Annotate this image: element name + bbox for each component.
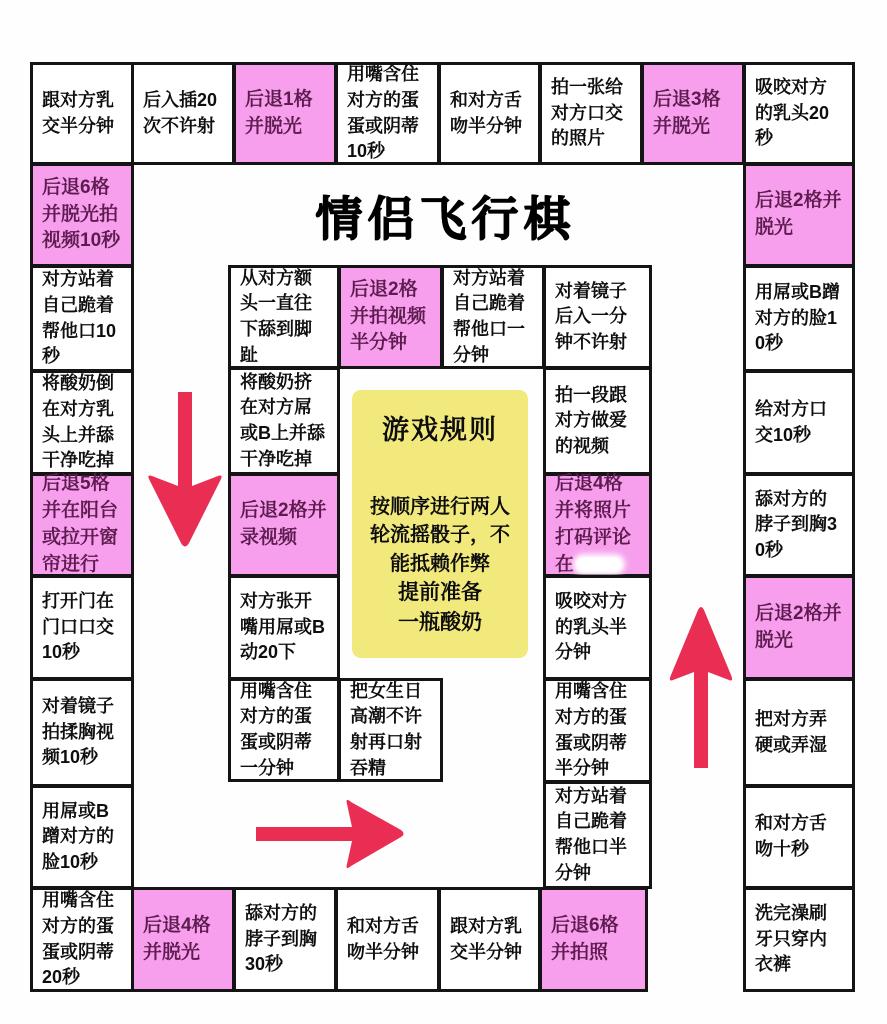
- cell-label: 后退3格并脱光: [653, 88, 721, 137]
- cell-label: 用嘴含住对方的蛋蛋或阴蒂半分钟: [555, 681, 627, 779]
- cell-text: [134, 909, 232, 971]
- cell-label: 后退1格并脱光: [245, 88, 313, 137]
- cell-label: 后入插20次不许射: [143, 89, 218, 136]
- board-cell-b2: [233, 887, 337, 992]
- cell-text: [236, 897, 334, 982]
- arrow-right-icon: [254, 796, 406, 872]
- rules-note: 提前准备一瓶酸奶: [398, 581, 482, 634]
- board-cell-l2: [30, 265, 134, 372]
- board-cell-t3: [233, 62, 337, 165]
- cell-text: [644, 83, 742, 145]
- cell-label: 用嘴含住对方的蛋蛋或阴蒂10秒: [347, 64, 419, 162]
- cell-label: 给对方口交10秒: [755, 398, 827, 445]
- cell-label: 和对方舌吻十秒: [755, 813, 827, 859]
- cell-text: [546, 585, 649, 670]
- cell-label: 和对方舌吻半分钟: [450, 89, 522, 136]
- cell-text: [444, 262, 542, 372]
- cell-label: 后退6格并脱光拍视频10秒: [42, 176, 121, 252]
- cell-text: [746, 184, 852, 246]
- cell-text: [33, 263, 131, 373]
- board-cell-t8: [743, 62, 855, 165]
- cell-label: 跟对方乳交半分钟: [42, 89, 114, 136]
- cell-label: 对方站着自己跪着帮他口10秒: [42, 269, 117, 367]
- cell-text: [746, 393, 852, 452]
- board-cell-r4: [743, 473, 855, 577]
- cell-label: 洗完澡刷牙只穿内衣裤: [755, 903, 827, 975]
- cell-text: [338, 910, 437, 969]
- cell-text: [546, 675, 649, 785]
- cell-label: 将酸奶倒在对方乳头上并舔干净吃掉: [42, 373, 114, 471]
- board-cell-ir4: [543, 678, 652, 783]
- cell-text: [33, 690, 131, 775]
- cell-label: 对方站着自己跪着帮他口一分钟: [453, 267, 525, 365]
- cell-label: 对着镜子拍揉胸视频10秒: [42, 696, 114, 768]
- board-cell-b1: [131, 887, 235, 992]
- cell-label: 用嘴含住对方的蛋蛋或阴蒂20秒: [42, 890, 114, 988]
- cell-text: [33, 585, 131, 670]
- board-cell-ir3: [543, 575, 652, 680]
- board-cell-br: [743, 887, 855, 992]
- board-cell-it4: [543, 265, 652, 369]
- board-cell-il4: [228, 678, 340, 782]
- cell-text: [746, 276, 852, 361]
- cell-text: [33, 84, 131, 143]
- board-cell-t2: [131, 62, 235, 165]
- cell-label: 用屌或B蹭对方的脸10秒: [755, 282, 840, 354]
- cell-text: [746, 703, 852, 762]
- cell-label: 后退5格并在阳台或拉开窗帘进行: [42, 473, 119, 575]
- cell-label: 打开门在门口口交10秒: [42, 591, 114, 663]
- board-cell-b5: [539, 887, 648, 992]
- cell-text: [441, 910, 538, 969]
- board-cell-l6: [30, 678, 134, 787]
- cell-text: [231, 262, 337, 372]
- cell-text: [341, 675, 440, 785]
- cell-label: 拍一张给对方口交的照片: [551, 77, 623, 149]
- board-cell-l1: [30, 163, 134, 267]
- cell-label: 对方张开嘴用屌或B动20下: [240, 591, 325, 663]
- cell-label: 后退2格并脱光: [755, 602, 842, 651]
- board-cell-t6: [539, 62, 643, 165]
- board-cell-b4: [438, 887, 541, 992]
- board-cell-it3: [441, 265, 545, 369]
- cell-text: [746, 71, 852, 156]
- cell-label: 对着镜子后入一分钟不许射: [555, 280, 627, 352]
- cell-label: 舔对方的脖子到胸30秒: [245, 903, 317, 975]
- board-cell-t1: [30, 62, 134, 165]
- board-cell-r2: [743, 265, 855, 372]
- cell-text: [33, 795, 131, 880]
- board-cell-it2: [338, 265, 443, 369]
- board-cell-it1: [228, 265, 340, 369]
- cell-label: 从对方额头一直往下舔到脚趾: [240, 267, 312, 365]
- cell-text: [746, 483, 852, 568]
- board-cell-r7: [743, 785, 855, 889]
- board-cell-r5: [743, 575, 855, 680]
- cell-label: 跟对方乳交半分钟: [450, 915, 522, 962]
- cell-text: [134, 84, 232, 143]
- board-cell-t5: [438, 62, 541, 165]
- cell-label: 后退4格并脱光: [143, 914, 211, 963]
- board-cell-ir2: [543, 473, 652, 577]
- cell-label: 对方站着自己跪着帮他口半分钟: [555, 785, 627, 883]
- board-cell-ib1: [338, 678, 443, 782]
- cell-text: [546, 275, 649, 360]
- cell-text: [33, 367, 131, 477]
- arrow-down-icon: [146, 390, 224, 550]
- board-cell-ir5: [543, 781, 652, 889]
- cell-text: [542, 71, 640, 156]
- board-cell-ir1: [543, 367, 652, 475]
- cell-text: [231, 494, 337, 556]
- cell-text: [231, 585, 337, 670]
- board-cell-b3: [335, 887, 440, 992]
- cell-label: 后退2格并拍视频半分钟: [350, 278, 427, 354]
- cell-label: 后退2格并脱光: [755, 190, 842, 238]
- arrow-up-icon: [668, 604, 734, 770]
- cell-label: 后退2格并录视频: [240, 500, 327, 548]
- board-cell-il3: [228, 575, 340, 680]
- board-cell-l7: [30, 785, 134, 889]
- cell-text: [231, 366, 337, 476]
- cell-text: [746, 597, 852, 659]
- board-cell-r3: [743, 370, 855, 475]
- board-cell-t4: [335, 62, 440, 165]
- cell-label: 舔对方的脖子到胸30秒: [755, 488, 838, 560]
- cell-label: 吸咬对方的乳头半分钟: [555, 591, 627, 663]
- cell-label: 用嘴含住对方的蛋蛋或阴蒂一分钟: [240, 680, 312, 778]
- cell-text: [546, 379, 649, 464]
- cell-label: 拍一段跟对方做爱的视频: [555, 384, 627, 456]
- cell-text: [746, 897, 852, 982]
- cell-text: [33, 884, 131, 994]
- board-cell-r6: [743, 678, 855, 787]
- cell-text: [338, 58, 437, 168]
- cell-label: 吸咬对方的乳头20秒: [755, 77, 830, 149]
- board-cell-t7: [641, 62, 745, 165]
- rules-title: 游戏规则: [382, 415, 498, 445]
- censored-text-blur: [576, 557, 622, 572]
- cell-text: [33, 467, 131, 583]
- board-cell-l3: [30, 370, 134, 475]
- cell-label: 把对方弄硬或弄湿: [755, 708, 827, 755]
- cell-label: 把女生日高潮不许射再口射吞精: [350, 680, 422, 778]
- board-title: 情侣飞行棋: [315, 191, 575, 245]
- board-cell-l5: [30, 575, 134, 680]
- cell-label: 将酸奶挤在对方屌或B上并舔干净吃掉: [240, 371, 325, 469]
- cell-text: [236, 83, 334, 145]
- cell-text: [542, 909, 645, 971]
- cell-label: 后退6格并拍照: [551, 914, 619, 963]
- cell-text: [746, 807, 852, 866]
- cell-label: 后退4格并将照片打码评论在: [555, 473, 632, 575]
- board-cell-il2: [228, 473, 340, 577]
- cell-label: 和对方舌吻半分钟: [347, 915, 419, 962]
- cell-label: 用屌或B蹭对方的脸10秒: [42, 800, 114, 872]
- rules-box: [352, 390, 528, 658]
- cell-text: [546, 467, 649, 583]
- cell-text: [546, 780, 649, 890]
- cell-text: [441, 84, 538, 143]
- cell-text: [231, 675, 337, 785]
- board-cell-il1: [228, 367, 340, 475]
- board-cell-r1: [743, 163, 855, 267]
- rules-body: 按顺序进行两人轮流摇骰子，不能抵赖作弊: [370, 496, 510, 575]
- cell-text: [33, 171, 131, 260]
- cell-text: [341, 273, 440, 362]
- board-cell-bl: [30, 887, 134, 992]
- board-cell-l4: [30, 473, 134, 577]
